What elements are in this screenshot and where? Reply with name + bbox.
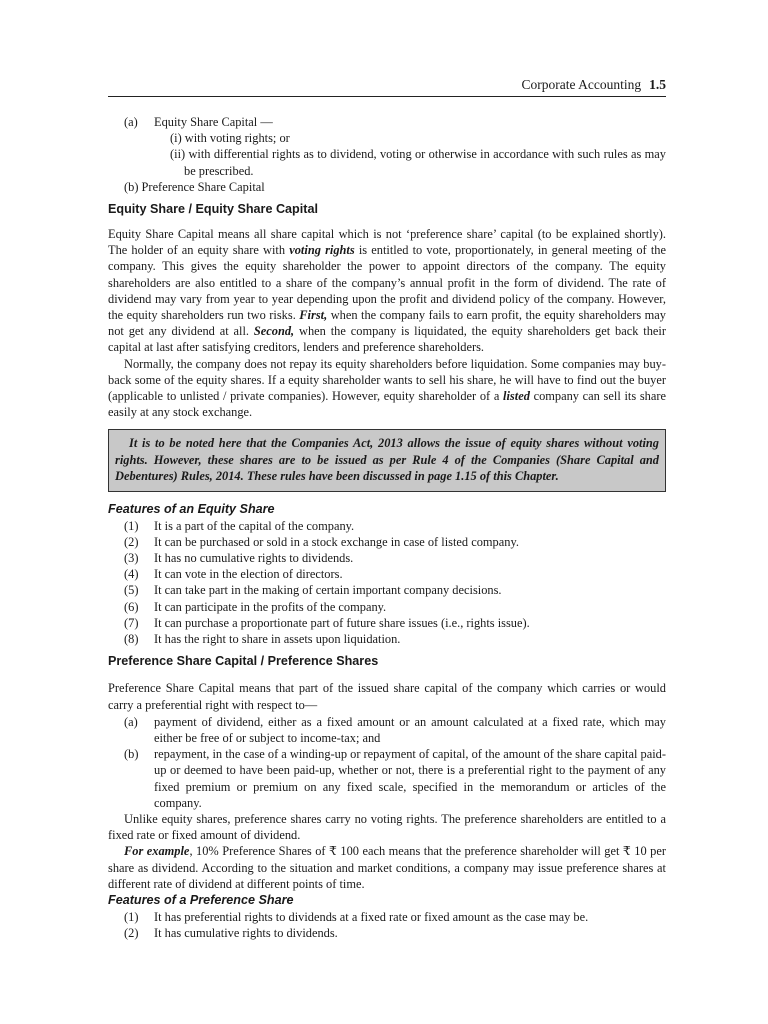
emphasis-first: First, bbox=[299, 308, 328, 323]
emphasis-for-example: For example bbox=[124, 844, 190, 859]
item-text: It has cumulative rights to dividends. bbox=[154, 926, 338, 941]
text-run: company can sell its share easily at any stock exchange. bbox=[108, 389, 666, 420]
item-text: It can purchase a proportionate part of future share issues (i.e., rights issue). bbox=[154, 615, 530, 630]
item-number: (2) bbox=[124, 534, 139, 549]
features-preference-list bbox=[108, 909, 666, 941]
item-text: repayment, in the case of a winding-up or repayment of capital, of the amount of the share capital paid-up or deemed to have been paid-up, whether or not, there is a preferential right to the payment of any fixed premium or premium on any fixed scale, specified in the memorandum or articles of the company. bbox=[154, 747, 666, 810]
section-heading-preference: Preference Share Capital / Preference Shares bbox=[108, 654, 379, 669]
text-run: is entitled to vote, proportionately, in general meeting of the company. This gives the equity shareholder the power to appoint directors of the company. The equity shareholders are also entitled to a share of the company’s annual profit in the form of dividend. The rate of dividend may vary from year to year depending upon the profit and dividend policy of the company. However, the equity shareholders run two risks. bbox=[108, 243, 666, 323]
item-number: (b) bbox=[124, 747, 139, 762]
section-heading-features-equity: Features of an Equity Share bbox=[108, 501, 275, 516]
list-item bbox=[108, 566, 666, 582]
note-box bbox=[108, 429, 666, 491]
list-label: (a) bbox=[124, 115, 138, 129]
item-text: It has preferential rights to dividends at a fixed rate or fixed amount as the case may be. bbox=[154, 909, 589, 924]
page-number: 1.5 bbox=[649, 77, 666, 92]
list-item bbox=[108, 925, 666, 941]
item-text: It has the right to share in assets upon liquidation. bbox=[154, 632, 401, 647]
features-equity-list bbox=[108, 518, 666, 648]
item-number: (1) bbox=[124, 909, 139, 924]
section-heading-equity: Equity Share / Equity Share Capital bbox=[108, 202, 318, 217]
preference-paragraph-1: Preference Share Capital means that part of the issued share capital of the company which carries or would carry a preferential right with respect to— bbox=[108, 681, 666, 712]
note-text: It is to be noted here that the Companies Act, 2013 allows the issue of equity shares without voting rights. However, these shares are to be issued as per Rule 4 of the Companies (Share Capital and Debentures) Rules, 2014. These rules have been discussed in page 1.15 of this Chapter. bbox=[115, 436, 659, 484]
header-title: Corporate Accounting bbox=[521, 77, 642, 92]
item-number: (a) bbox=[124, 714, 138, 729]
emphasis-listed: listed bbox=[503, 389, 530, 404]
equity-paragraph-2 bbox=[108, 356, 666, 421]
item-number: (5) bbox=[124, 583, 139, 598]
list-text: Equity Share Capital — bbox=[154, 115, 273, 129]
list-item bbox=[108, 582, 666, 598]
item-text: It has no cumulative rights to dividends. bbox=[154, 551, 354, 566]
text-run: Normally, the company does not repay its equity shareholders before liquidation. Some companies may buy-back some of the equity shares. If a equity shareholder wants to sell his share, he will have to find out the buyer (applicable to unlisted / private companies). However, equity shareholder of a bbox=[108, 356, 666, 404]
page-body bbox=[108, 114, 666, 941]
item-text: It can be purchased or sold in a stock exchange in case of listed company. bbox=[154, 534, 519, 549]
emphasis-voting-rights: voting rights bbox=[289, 243, 355, 258]
item-number: (3) bbox=[124, 551, 139, 566]
list-item bbox=[108, 534, 666, 550]
item-text: payment of dividend, either as a fixed amount or an amount calculated at a fixed rate, which may either be free of or subject to income-tax; and bbox=[154, 714, 666, 745]
item-number: (2) bbox=[124, 926, 139, 941]
text-run: , 10% Preference Shares of ₹ 100 each means that the preference shareholder will get ₹ 10 per share as dividend. According to the situation and market conditions, a company may issue preference shares at different rate of dividend at different points of time. bbox=[108, 844, 666, 891]
list-item bbox=[108, 714, 666, 746]
list-item bbox=[108, 909, 666, 925]
item-text: It is a part of the capital of the company. bbox=[154, 518, 355, 533]
sub-item-ii: (ii) with differential rights as to dividend, voting or otherwise in accordance with such rules as may be prescribed. bbox=[170, 147, 666, 178]
running-header bbox=[108, 76, 666, 97]
item-text: It can vote in the election of directors. bbox=[154, 567, 343, 582]
item-number: (8) bbox=[124, 632, 139, 647]
item-number: (6) bbox=[124, 599, 139, 614]
equity-paragraph-1 bbox=[108, 226, 666, 356]
item-number: (7) bbox=[124, 615, 139, 630]
list-item bbox=[108, 746, 666, 811]
item-number: (1) bbox=[124, 518, 139, 533]
preference-rights-list bbox=[108, 714, 666, 811]
sub-item-i: (i) with voting rights; or bbox=[170, 131, 290, 146]
item-text: It can take part in the making of certain important company decisions. bbox=[154, 583, 502, 598]
item-text: It can participate in the profits of the company. bbox=[154, 599, 387, 614]
list-item bbox=[108, 631, 666, 647]
text-run: Equity Share Capital means all share capital which is not ‘preference share’ capital (to be explained shortly). The holder of an equity share with bbox=[108, 227, 666, 258]
emphasis-second: Second, bbox=[253, 324, 295, 339]
list-item bbox=[108, 518, 666, 534]
list-item bbox=[108, 550, 666, 566]
list-item-a bbox=[108, 114, 666, 130]
list-item bbox=[108, 599, 666, 615]
preference-paragraph-2: Unlike equity shares, preference shares carry no voting rights. The preference shareholders are entitled to a fixed rate or fixed amount of dividend. bbox=[108, 811, 666, 843]
text-run: when the company fails to earn profit, the equity shareholders may not get any dividend at all. bbox=[108, 308, 666, 339]
item-number: (4) bbox=[124, 567, 139, 582]
preference-paragraph-3 bbox=[108, 843, 666, 892]
text-run: when the company is liquidated, the equity shareholders get back their capital at last after satisfying creditors, lenders and preference shareholders. bbox=[108, 324, 666, 355]
list-item bbox=[108, 615, 666, 631]
section-heading-features-preference: Features of a Preference Share bbox=[108, 892, 294, 907]
list-item-b: (b) Preference Share Capital bbox=[124, 179, 265, 194]
